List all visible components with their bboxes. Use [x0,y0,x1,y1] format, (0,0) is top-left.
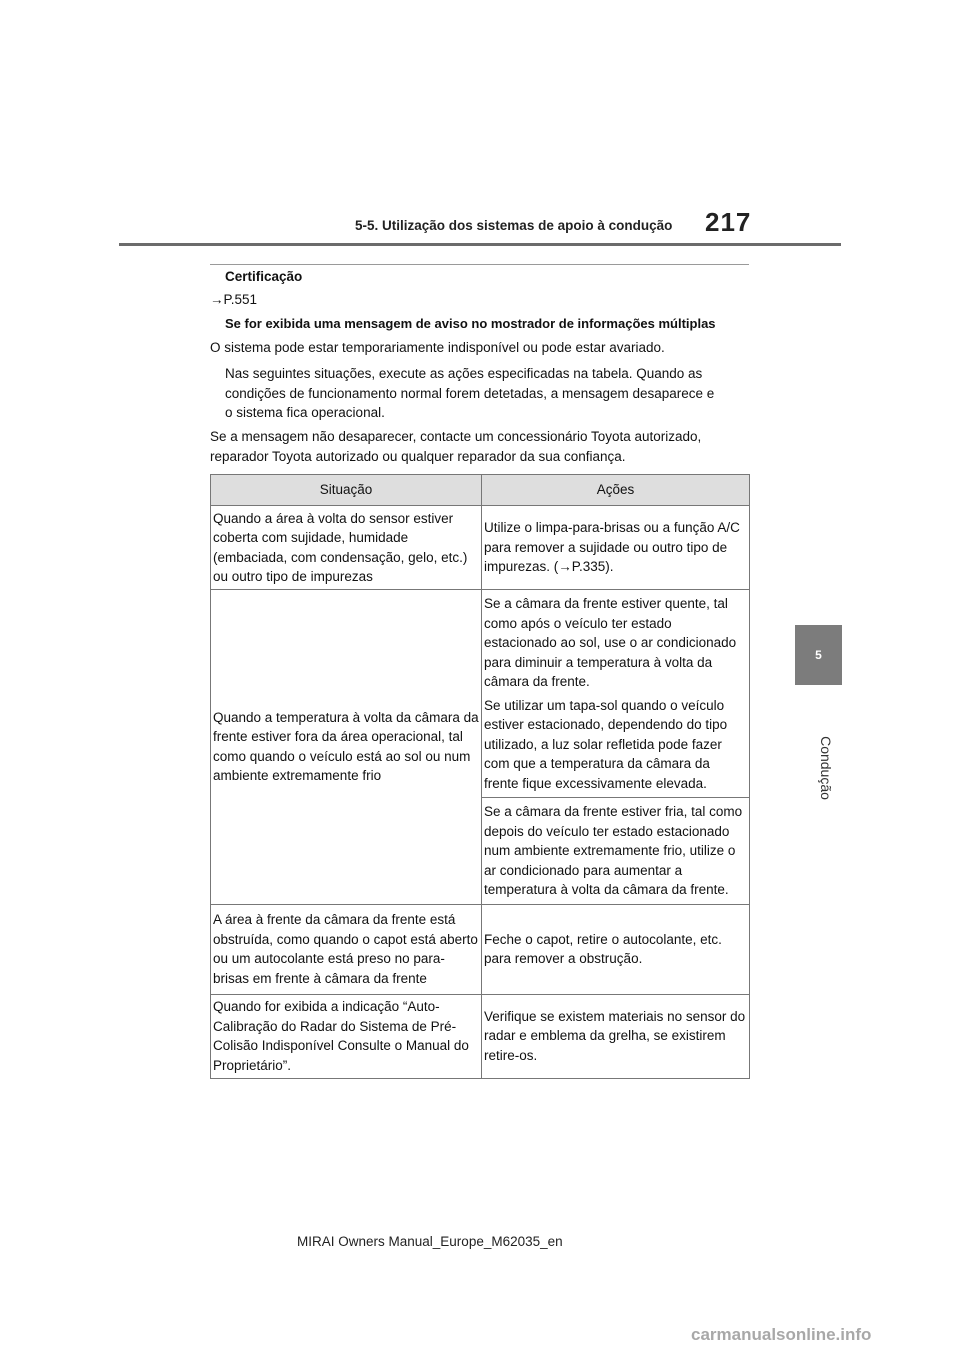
warning-heading: Se for exibida uma mensagem de aviso no mostrador de informações múltiplas [225,316,716,331]
paragraph-3 [210,427,701,466]
actions-cell: Feche o capot, retire o autocolante, etc. para remover a obstrução. [482,904,750,994]
situation-cell: Quando for exibida a indicação “Auto-Calibração do Radar do Sistema de Pré-Colisão Indisponível Consulte o Manual do Proprietário”. [211,994,482,1078]
header-actions: Ações [482,475,750,506]
watermark: carmanualsonline.info [691,1325,872,1344]
paragraph-2-line-2: condições de funcionamento normal forem detetadas, a mensagem desaparece e [225,385,715,401]
paragraph-1: O sistema pode estar temporariamente indisponível ou pode estar avariado. [210,340,665,355]
table-row [211,506,750,590]
header-situation: Situação [211,475,482,506]
paragraph-3-line-1: Se a mensagem não desaparecer, contacte um concessionário Toyota autorizado, [210,429,702,444]
actions-cell: Utilize o limpa-para-brisas ou a função A/C para remover a sujidade ou outro tipo de impurezas. (→P.335). [482,506,750,590]
section-rule [210,264,749,265]
actions-cell [482,590,750,905]
action-paragraph: Se a câmara da frente estiver quente, tal como após o veículo ter estado estacionado ao sol, use o ar condicionado para diminuir a temperatura à volta da câmara da frente. [484,596,737,689]
actions-cell: Verifique se existem materiais no sensor do radar e emblema da grelha, se existirem retire-os. [482,994,750,1078]
section-title: 5-5. Utilização dos sistemas de apoio à condução [355,218,673,233]
situation-cell: Quando a área à volta do sensor estiver coberta com sujidade, humidade (embaciada, com condensação, gelo, etc.) ou outro tipo de impurezas [211,506,482,590]
table-row [211,904,750,994]
cell-divider [482,797,749,798]
paragraph-2 [225,364,714,423]
page-number: 217 [705,207,752,237]
action-paragraph: Se utilizar um tapa-sol quando o veículo estiver estacionado, dependendo do tipo utilizado, a luz solar refletida pode fazer com que a temperatura da câmara da frente fique excessivamente elevada. [484,697,728,791]
paragraph-2-line-3: o sistema fica operacional. [225,405,385,420]
action-paragraph: Se a câmara da frente estiver fria, tal como depois do veículo ter estado estacionado num ambiente extremamente frio, utilize o ar condicionado para aumentar a temperatura à volta da câmara da frente. [484,804,743,897]
header-rule [119,243,841,246]
table-row [211,994,750,1078]
situation-actions-table [210,474,750,1079]
table-row [211,590,750,905]
paragraph-2-line-1: Nas seguintes situações, execute as ações especificadas na tabela. Quando as [225,366,703,381]
table-header-row [211,475,750,506]
situation-cell: Quando a temperatura à volta da câmara da frente estiver fora da área operacional, tal como quando o veículo está ao sol ou num ambiente extremamente frio [211,590,482,905]
footer-manual-id: MIRAI Owners Manual_Europe_M62035_en [297,1234,563,1249]
certification-heading: Certificação [225,269,303,284]
chapter-tab [795,625,842,685]
situation-cell: A área à frente da câmara da frente está obstruída, como quando o capot está aberto ou um autocolante está preso no para-brisas em frente à câmara da frente [211,904,482,994]
certification-reference: →P.551 [210,292,258,307]
chapter-number: 5 [815,648,822,662]
paragraph-3-line-2: reparador Toyota autorizado ou qualquer reparador da sua confiança. [210,448,626,464]
chapter-name: Condução [818,736,834,800]
